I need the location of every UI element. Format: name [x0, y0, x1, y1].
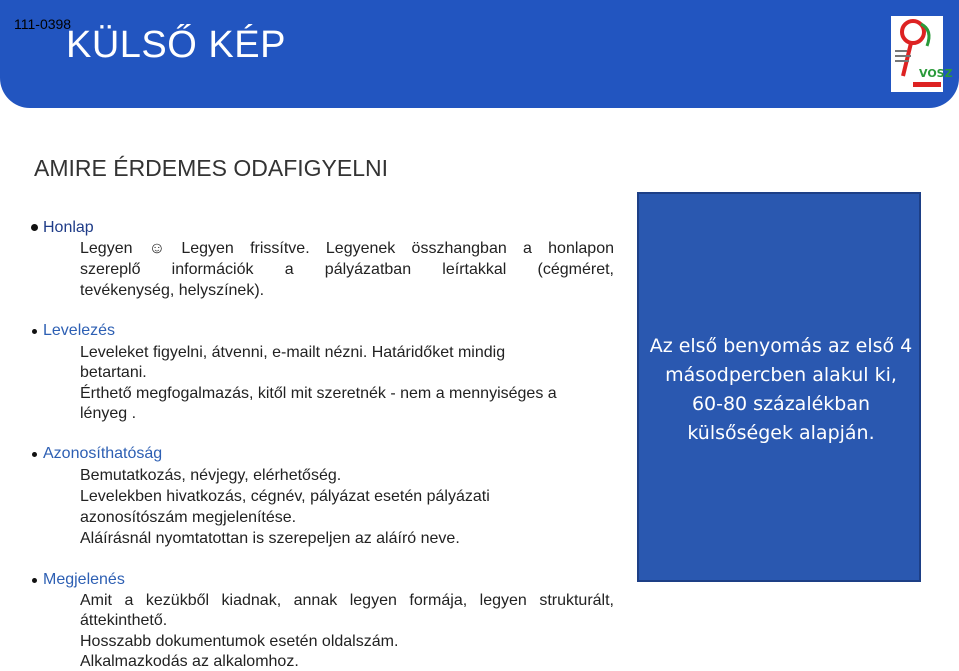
- bullet-icon: [31, 224, 38, 231]
- callout-text: [639, 332, 923, 448]
- page-title: KÜLSŐ KÉP: [66, 24, 286, 66]
- section-line: Alkalmazkodás az alkalomhoz.: [80, 653, 299, 670]
- callout-line: 60-80 százalékban: [691, 393, 871, 415]
- section-line: Amit a kezükből kiadnak, annak legyen formája, legyen strukturált,: [80, 592, 614, 609]
- section-heading: Honlap: [43, 219, 94, 236]
- section-line: azonosítószám megjelenítése.: [80, 509, 297, 526]
- callout-line: külsőségek alapján.: [687, 422, 875, 444]
- section-line: Legyen ☺ Legyen frissítve. Legyenek összhangban a honlapon: [80, 240, 614, 257]
- section-line: Levelekben hivatkozás, cégnév, pályázat esetén pályázati: [80, 488, 490, 505]
- logo-text: VOSZ: [919, 67, 953, 80]
- section-line: Leveleket figyelni, átvenni, e-mailt nézni. Határidőket mindig: [80, 344, 506, 361]
- section-line: tevékenység, helyszínek).: [80, 282, 265, 299]
- section-line: Bemutatkozás, névjegy, elérhetőség.: [80, 467, 342, 484]
- section-line: lényeg .: [80, 405, 137, 422]
- section-line: Hosszabb dokumentumok esetén oldalszám.: [80, 633, 399, 650]
- section-line: betartani.: [80, 364, 147, 381]
- section-line: áttekinthető.: [80, 612, 168, 629]
- section-line: Érthető megfogalmazás, kitől mit szeretnék - nem a mennyiséges a: [80, 385, 557, 402]
- header-banner: [0, 0, 959, 108]
- bullet-icon: [32, 452, 37, 457]
- page-subtitle: AMIRE ÉRDEMES ODAFIGYELNI: [34, 155, 389, 181]
- section-line: Aláírásnál nyomtatottan is szerepeljen az aláíró neve.: [80, 530, 460, 547]
- section-heading: Azonosíthatóság: [43, 445, 163, 462]
- callout-box: [637, 192, 921, 582]
- section-heading: Megjelenés: [43, 571, 125, 588]
- callout-line: másodpercben alakul ki,: [665, 364, 897, 386]
- bullet-icon: [32, 329, 37, 334]
- section-line: szereplő információk a pályázatban leírtakkal (cégméret,: [80, 261, 614, 278]
- section-heading: Levelezés: [43, 322, 116, 339]
- slide-id: 111-0398: [14, 16, 72, 32]
- vosz-logo: [891, 16, 953, 92]
- callout-line: Az első benyomás az első 4: [649, 335, 913, 357]
- bullet-icon: [32, 578, 37, 583]
